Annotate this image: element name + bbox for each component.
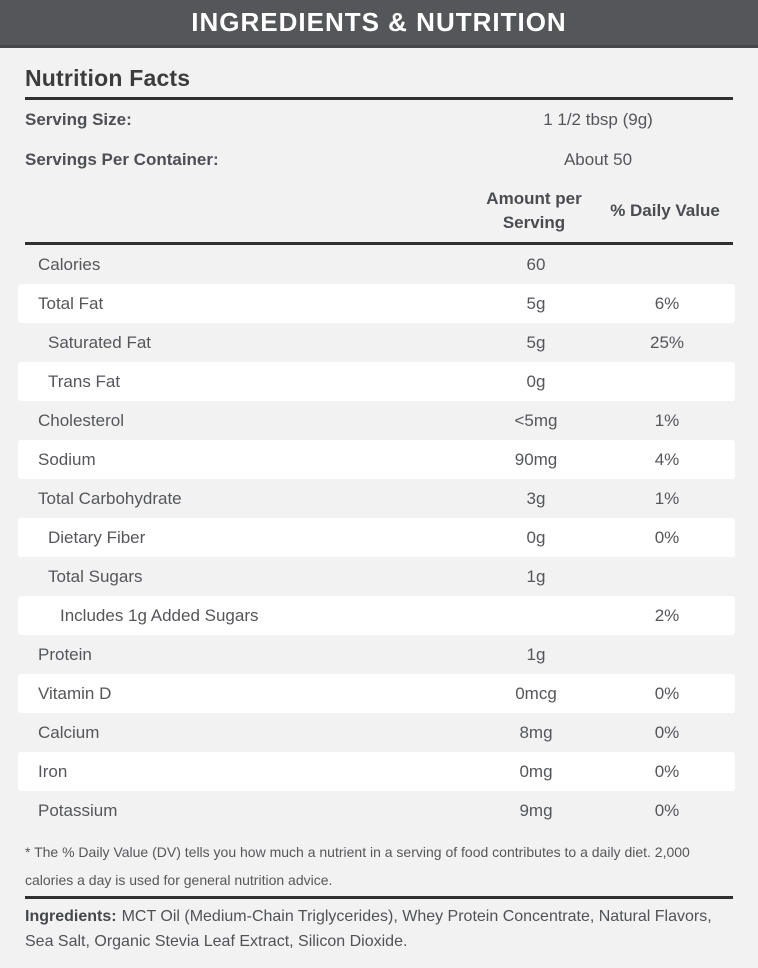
row-daily: 0% bbox=[654, 722, 680, 742]
row-label: Dietary Fiber bbox=[48, 527, 146, 547]
serving-size-label: Serving Size: bbox=[25, 110, 132, 129]
table-row bbox=[18, 752, 735, 791]
table-row bbox=[18, 713, 735, 752]
table-row bbox=[18, 323, 735, 362]
serving-size-value: 1 1/2 tbsp (9g) bbox=[543, 110, 653, 129]
table-row bbox=[18, 245, 735, 284]
row-label: Iron bbox=[38, 761, 68, 781]
row-amount: 5g bbox=[526, 293, 546, 313]
row-amount: 1g bbox=[526, 566, 546, 586]
row-amount: <5mg bbox=[514, 410, 558, 430]
table-column-headers bbox=[25, 180, 733, 242]
panel-title: Nutrition Facts bbox=[25, 65, 191, 91]
row-label: Protein bbox=[38, 644, 92, 664]
table-row bbox=[18, 479, 735, 518]
row-label: Sodium bbox=[38, 449, 96, 469]
ingredients-label: Ingredients: bbox=[25, 908, 117, 925]
row-label: Total Sugars bbox=[48, 566, 143, 586]
row-daily: 6% bbox=[654, 293, 680, 313]
ingredients-text: MCT Oil (Medium-Chain Triglycerides), Whey Protein Concentrate, Natural Flavors, Sea Salt, Organic Stevia Leaf Extract, Silicon Dioxide. bbox=[25, 908, 712, 950]
serving-size-row bbox=[25, 100, 733, 140]
row-daily: 1% bbox=[654, 488, 680, 508]
row-label: Vitamin D bbox=[38, 683, 112, 703]
row-daily: 0% bbox=[654, 800, 680, 820]
table-row bbox=[18, 557, 735, 596]
daily-value-footnote: * The % Daily Value (DV) tells you how much a nutrient in a serving of food contributes to a daily diet. 2,000 calories a day is used for general nutrition advice. bbox=[25, 844, 690, 888]
row-amount: 1g bbox=[526, 644, 546, 664]
servings-per-container-label: Servings Per Container: bbox=[25, 150, 219, 169]
nutrition-facts-panel bbox=[0, 65, 758, 954]
table-row bbox=[18, 284, 735, 323]
servings-per-container-value: About 50 bbox=[563, 150, 633, 169]
table-row bbox=[18, 362, 735, 401]
section-header-title: INGREDIENTS & NUTRITION bbox=[191, 7, 567, 37]
row-amount: 0mcg bbox=[515, 683, 557, 703]
row-amount: 90mg bbox=[514, 449, 558, 469]
row-label: Calories bbox=[38, 254, 101, 274]
table-row bbox=[18, 596, 735, 635]
row-amount: 3g bbox=[526, 488, 546, 508]
section-header-bar[interactable] bbox=[0, 0, 758, 48]
row-amount: 0g bbox=[526, 527, 546, 547]
row-daily: 0% bbox=[654, 683, 680, 703]
row-amount: 9mg bbox=[519, 800, 553, 820]
table-row bbox=[18, 518, 735, 557]
table-row bbox=[18, 791, 735, 830]
row-label: Calcium bbox=[38, 722, 100, 742]
row-label: Total Carbohydrate bbox=[38, 488, 182, 508]
row-label: Includes 1g Added Sugars bbox=[60, 605, 259, 625]
table-row bbox=[18, 635, 735, 674]
row-amount: 0mg bbox=[519, 761, 553, 781]
table-row bbox=[18, 440, 735, 479]
row-daily: 25% bbox=[649, 332, 685, 352]
row-label: Trans Fat bbox=[48, 371, 121, 391]
row-daily: 0% bbox=[654, 527, 680, 547]
row-amount: 60 bbox=[526, 254, 546, 274]
row-daily: 0% bbox=[654, 761, 680, 781]
row-amount: 0g bbox=[526, 371, 546, 391]
row-label: Cholesterol bbox=[38, 410, 124, 430]
nutrient-rows bbox=[18, 245, 735, 830]
row-daily: 1% bbox=[654, 410, 680, 430]
daily-value-column-header: % Daily Value bbox=[610, 201, 720, 220]
ingredients-section bbox=[25, 899, 733, 954]
amount-column-header: Amount per Serving bbox=[486, 189, 582, 232]
row-daily: 2% bbox=[654, 605, 680, 625]
row-label: Saturated Fat bbox=[48, 332, 152, 352]
row-daily: 4% bbox=[654, 449, 680, 469]
amount-column-header-cell bbox=[464, 187, 604, 235]
servings-per-container-row bbox=[25, 140, 733, 180]
row-amount: 5g bbox=[526, 332, 546, 352]
table-row bbox=[18, 674, 735, 713]
row-label: Total Fat bbox=[38, 293, 104, 313]
table-row bbox=[18, 401, 735, 440]
row-amount: 8mg bbox=[519, 722, 553, 742]
row-label: Potassium bbox=[38, 800, 118, 820]
